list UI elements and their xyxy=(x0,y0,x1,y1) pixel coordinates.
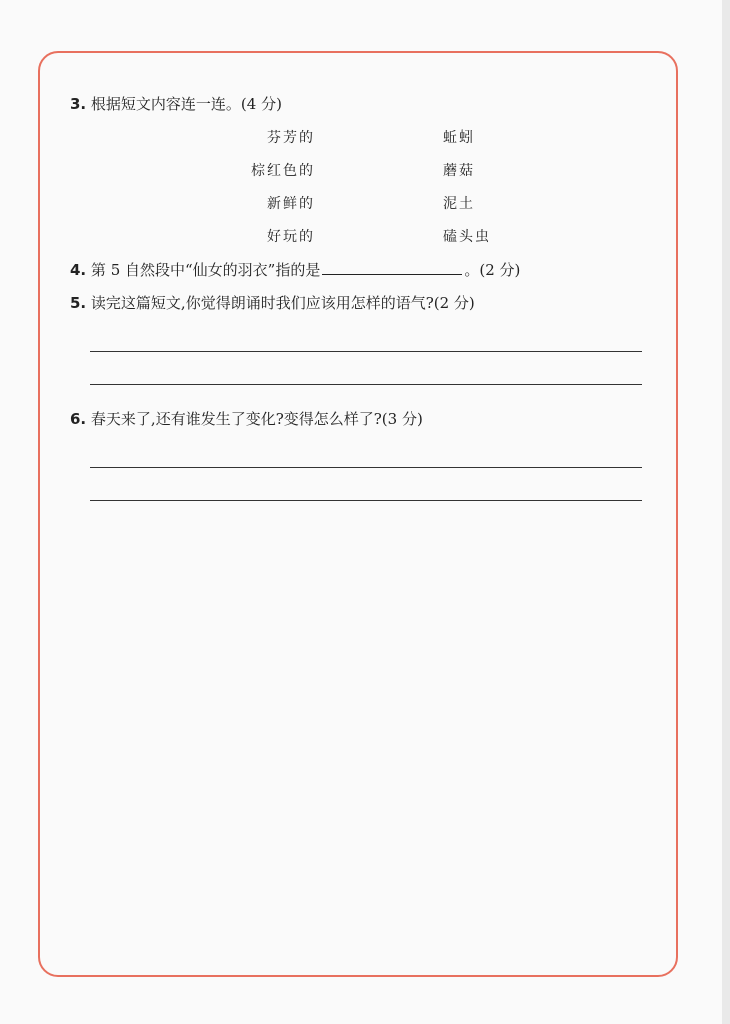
question-5-answer-line-1[interactable] xyxy=(90,351,642,352)
match-right-item-3[interactable]: 泥土 xyxy=(443,196,475,212)
question-4-number: 4. xyxy=(70,261,87,279)
match-left-item-1[interactable]: 芬芳的 xyxy=(267,130,315,146)
match-right-item-2[interactable]: 蘑菇 xyxy=(443,163,475,179)
question-frame xyxy=(38,51,678,977)
match-left-item-4[interactable]: 好玩的 xyxy=(267,229,315,245)
match-left-item-3[interactable]: 新鲜的 xyxy=(267,196,315,212)
question-4-score: 。(2 分) xyxy=(464,261,521,279)
match-right-item-4[interactable]: 磕头虫 xyxy=(443,229,491,245)
question-5-number: 5. xyxy=(70,294,87,312)
question-4-text: 第 5 自然段中“仙女的羽衣”指的是 xyxy=(90,261,321,279)
question-4-answer-blank[interactable] xyxy=(322,260,462,275)
question-3-number: 3. xyxy=(70,95,87,113)
match-left-item-2[interactable]: 棕红色的 xyxy=(251,163,315,179)
question-6-number: 6. xyxy=(70,410,87,428)
question-3 xyxy=(70,93,282,114)
question-6-text: 春天来了,还有谁发生了变化?变得怎么样了?(3 分) xyxy=(90,410,423,428)
question-5-text: 读完这篇短文,你觉得朗诵时我们应该用怎样的语气?(2 分) xyxy=(90,294,475,312)
question-5-answer-line-2[interactable] xyxy=(90,384,642,385)
question-4 xyxy=(70,259,520,280)
match-right-item-1[interactable]: 蚯蚓 xyxy=(443,130,475,146)
question-6 xyxy=(70,408,423,429)
question-3-text: 根据短文内容连一连。(4 分) xyxy=(90,95,282,113)
question-6-answer-line-2[interactable] xyxy=(90,500,642,501)
question-6-answer-line-1[interactable] xyxy=(90,467,642,468)
question-5 xyxy=(70,292,475,313)
page-edge xyxy=(722,0,730,1024)
